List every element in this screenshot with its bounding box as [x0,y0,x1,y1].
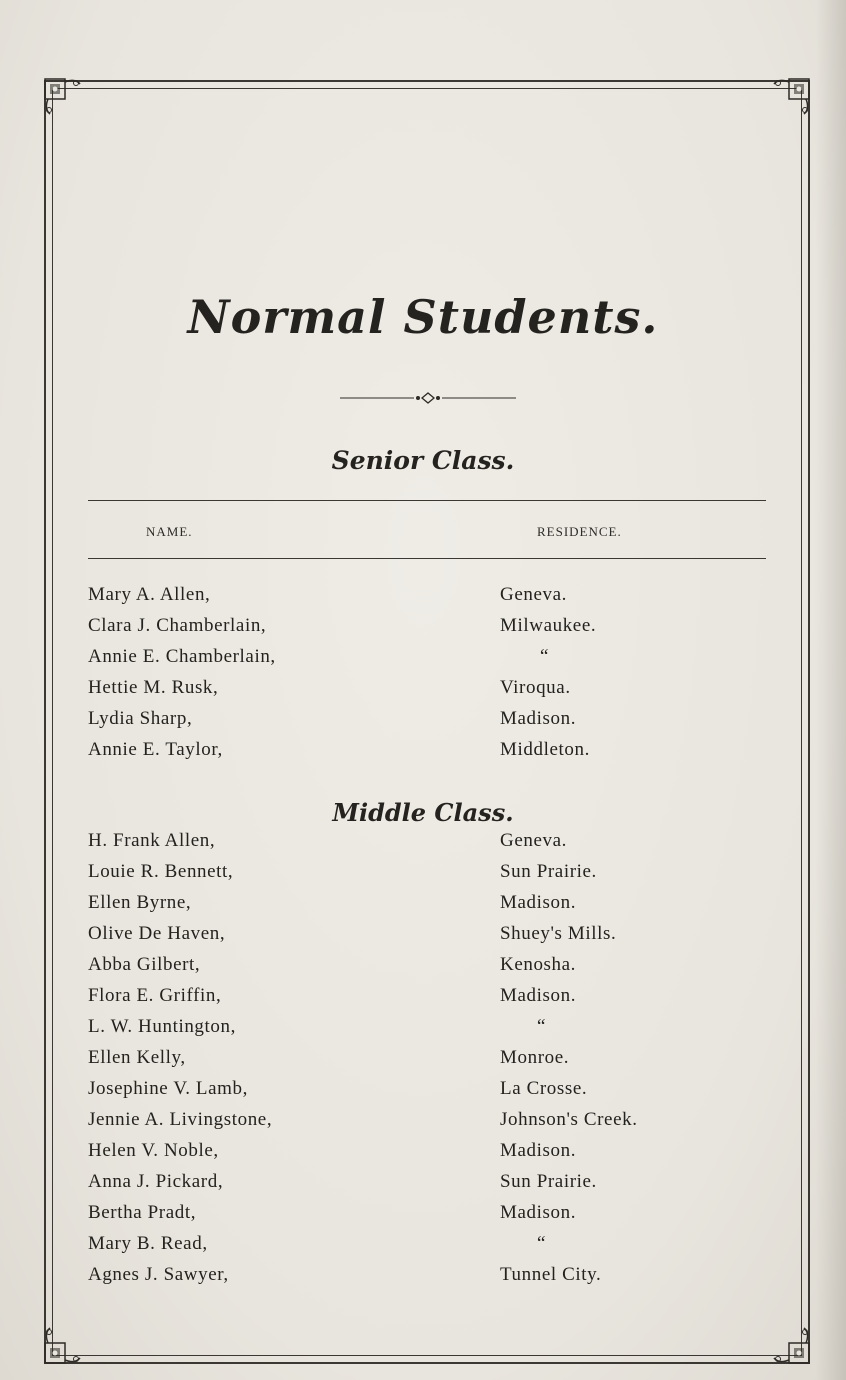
student-name: Ellen Kelly, [88,1047,186,1068]
title-divider-ornament [340,390,516,404]
student-residence: Monroe. [500,1047,570,1068]
student-residence: Geneva. [500,584,567,605]
student-name: Anna J. Pickard, [88,1171,224,1192]
student-residence: “ [537,1233,547,1254]
middle-student-row [0,1047,846,1077]
senior-student-row [0,739,846,769]
student-name: Bertha Pradt, [88,1202,197,1223]
middle-student-row [0,861,846,891]
middle-student-row [0,1078,846,1108]
table-header-rule-top [88,500,766,501]
student-residence: La Crosse. [500,1078,588,1099]
corner-ornament-bottom-right [772,1326,812,1366]
middle-student-row [0,923,846,953]
student-name: Abba Gilbert, [88,954,201,975]
student-residence: Milwaukee. [500,615,597,636]
student-residence: Sun Prairie. [500,1171,597,1192]
student-residence: Sun Prairie. [500,861,597,882]
student-name: Mary A. Allen, [88,584,211,605]
middle-student-row [0,1264,846,1294]
middle-student-row [0,1109,846,1139]
page-title: Normal Students. [187,290,659,344]
column-header-residence: RESIDENCE. [537,524,622,539]
student-residence: Madison. [500,985,577,1006]
middle-student-row [0,1233,846,1263]
student-name: Louie R. Bennett, [88,861,234,882]
student-residence: Tunnel City. [500,1264,602,1285]
student-residence: “ [540,646,550,667]
student-name: Agnes J. Sawyer, [88,1264,229,1285]
student-residence: Geneva. [500,830,567,851]
senior-student-row [0,646,846,676]
student-residence: Madison. [500,892,577,913]
student-residence: “ [537,1016,547,1037]
student-name: Helen V. Noble, [88,1140,219,1161]
student-name: Mary B. Read, [88,1233,208,1254]
student-residence: Johnson's Creek. [500,1109,638,1130]
student-name: Annie E. Chamberlain, [88,646,276,667]
student-name: Clara J. Chamberlain, [88,615,267,636]
corner-ornament-top-right [772,76,812,116]
student-name: Olive De Haven, [88,923,226,944]
student-name: Josephine V. Lamb, [88,1078,248,1099]
student-residence: Middleton. [500,739,590,760]
senior-student-row [0,677,846,707]
student-residence: Kenosha. [500,954,577,975]
student-residence: Viroqua. [500,677,571,698]
corner-ornament-bottom-left [42,1326,82,1366]
senior-student-row [0,584,846,614]
middle-student-row [0,892,846,922]
student-name: Flora E. Griffin, [88,985,222,1006]
student-name: Lydia Sharp, [88,708,193,729]
middle-student-row [0,1202,846,1232]
table-header-rule-bottom [88,558,766,559]
middle-student-row [0,954,846,984]
senior-class-heading: Senior Class. [331,446,515,475]
student-name: L. W. Huntington, [88,1016,236,1037]
middle-student-row [0,1171,846,1201]
middle-student-row [0,830,846,860]
student-name: Ellen Byrne, [88,892,192,913]
corner-ornament-top-left [42,76,82,116]
student-name: Hettie M. Rusk, [88,677,219,698]
student-residence: Madison. [500,708,577,729]
student-residence: Shuey's Mills. [500,923,617,944]
column-header-name: NAME. [146,524,193,539]
student-residence: Madison. [500,1202,577,1223]
middle-student-row [0,1140,846,1170]
student-name: H. Frank Allen, [88,830,216,851]
middle-student-row [0,1016,846,1046]
student-name: Jennie A. Livingstone, [88,1109,273,1130]
senior-student-row [0,615,846,645]
student-residence: Madison. [500,1140,577,1161]
senior-student-row [0,708,846,738]
student-name: Annie E. Taylor, [88,739,223,760]
middle-class-heading: Middle Class. [332,798,514,827]
middle-student-row [0,985,846,1015]
